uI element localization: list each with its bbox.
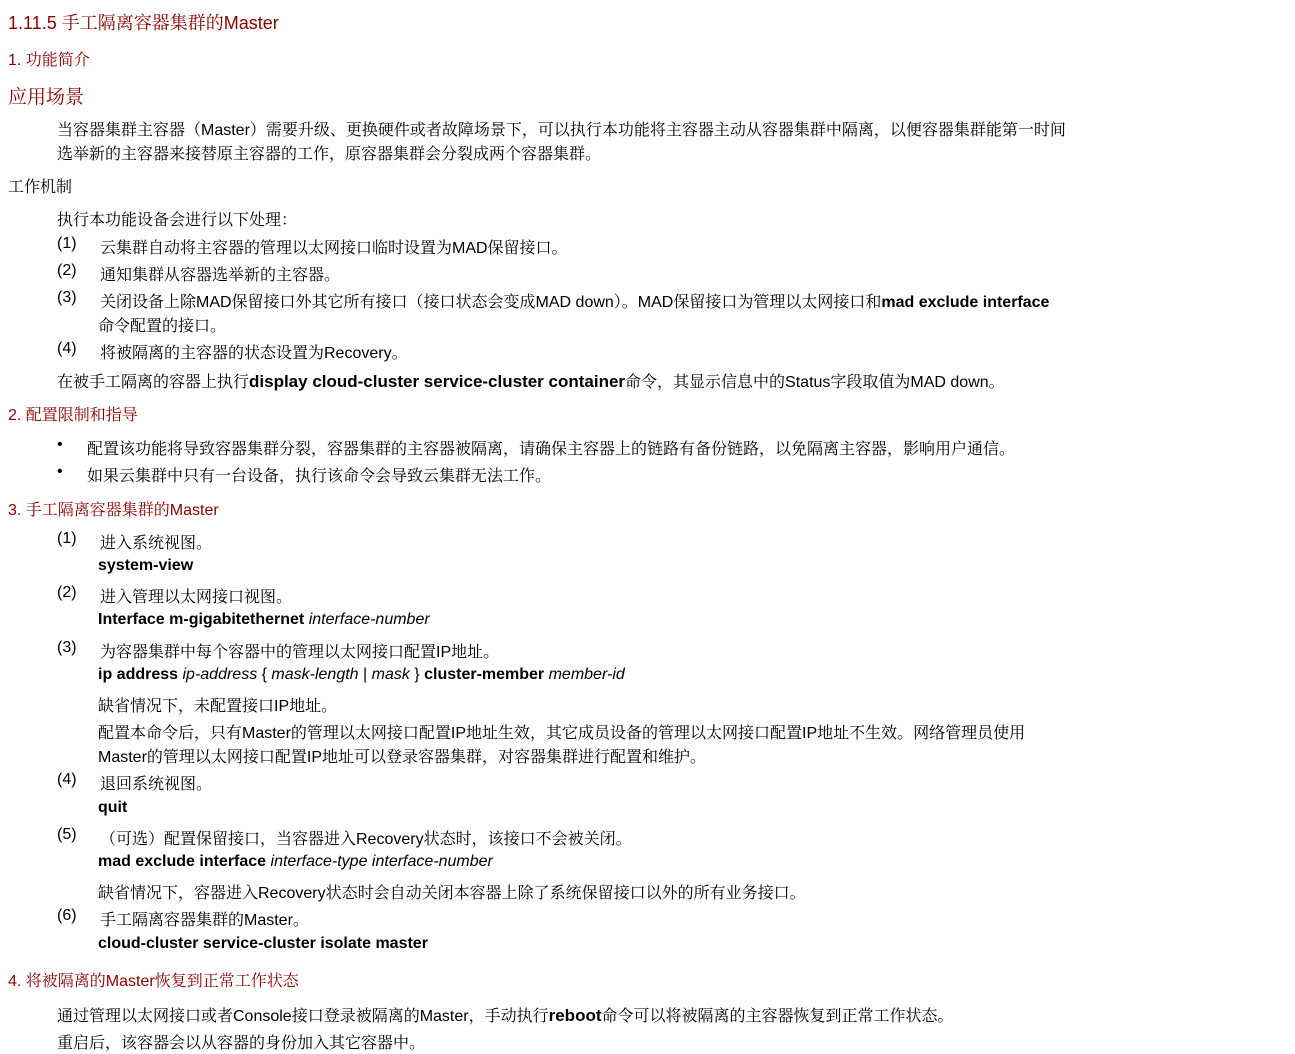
section-title: 1.11.5 手工隔离容器集群的Master [8,13,279,33]
heading-procedure: 3. 手工隔离容器集群的Master [8,502,219,519]
command-separator: { [257,666,272,683]
default-note: 缺省情况下，容器进入Recovery状态时会自动关闭本容器上除了系统保留接口以外的所有业务接口。 [98,885,806,902]
heading-overview: 1. 功能简介 [8,52,90,69]
step-text: 将被隔离的主容器的状态设置为Recovery。 [100,345,408,362]
command-argument: member-id [548,666,625,683]
command-keyword: ip address [98,666,179,683]
step-text [100,289,1049,312]
bullet-icon: • [57,463,63,480]
heading-mechanism: 工作机制 [8,179,73,196]
step-text: 退回系统视图。 [100,776,213,793]
step-text-continuation: 命令配置的接口。 [98,318,227,335]
recovery-paragraph [57,1003,954,1026]
bullet-icon: • [57,436,63,453]
bullet-text: 如果云集群中只有一台设备，执行该命令会导致云集群无法工作。 [87,468,552,485]
step-text-part: 关闭设备上除MAD保留接口外其它所有接口（接口状态会变成MAD down）。MAD保留接口为管理以太网接口和 [100,294,882,311]
command-keyword: mad exclude interface [98,853,267,870]
app-paragraph-line1: 当容器集群主容器（Master）需要升级、更换硬件或者故障场景下，可以执行本功能将主容器主动从容器集群中隔离，以便容器集群能第一时间 [57,122,1066,139]
heading-recovery: 4. 将被隔离的Master恢复到正常工作状态 [8,973,299,990]
step-text: 手工隔离容器集群的Master。 [100,912,309,929]
display-command-note [57,369,1005,392]
command-keyword: reboot [548,1006,602,1025]
display-text-part: 命令，其显示信息中的Status字段取值为MAD down。 [625,374,1005,391]
step-number: (4) [57,771,77,788]
step-number: (3) [57,639,77,656]
step-number: (4) [57,340,77,357]
command-argument: mask [371,666,410,683]
step-text: 为容器集群中每个容器中的管理以太网接口配置IP地址。 [100,644,500,661]
command-line [98,611,430,629]
step-text: （可选）配置保留接口，当容器进入Recovery状态时，该接口不会被关闭。 [100,831,632,848]
step-number: (2) [57,262,77,279]
command-line [98,853,493,871]
step-number: (1) [57,530,77,547]
command-argument: interface-type interface-number [270,853,493,870]
command-argument: ip-address [182,666,258,683]
default-note: 缺省情况下，未配置接口IP地址。 [98,698,338,715]
command-keyword: cluster-member [424,666,545,683]
mechanism-intro: 执行本功能设备会进行以下处理： [57,212,298,229]
command-keyword: display cloud-cluster service-cluster container [249,372,626,391]
step-number: (2) [57,584,77,601]
bullet-text: 配置该功能将导致容器集群分裂，容器集群的主容器被隔离，请确保主容器上的链路有备份链路，以免隔离主容器，影响用户通信。 [87,441,1016,458]
app-paragraph-line2: 选举新的主容器来接替原主容器的工作，原容器集群会分裂成两个容器集群。 [57,146,602,163]
recovery-text-part: 命令可以将被隔离的主容器恢复到正常工作状态。 [601,1008,954,1025]
display-text-part: 在被手工隔离的容器上执行 [57,374,250,391]
recovery-note: 重启后，该容器会以从容器的身份加入其它容器中。 [57,1035,426,1052]
command-keyword: mad exclude interface [881,294,1050,311]
step-number: (5) [57,826,77,843]
step-text: 云集群自动将主容器的管理以太网接口临时设置为MAD保留接口。 [100,240,568,257]
heading-restrictions: 2. 配置限制和指导 [8,407,138,424]
command-line: system-view [98,557,194,574]
command-line: quit [98,799,128,816]
command-separator: } [409,666,425,683]
step-text: 进入系统视图。 [100,535,213,552]
command-line: cloud-cluster service-cluster isolate master [98,935,428,952]
heading-application-scenario: 应用场景 [8,87,85,108]
command-argument: mask-length [271,666,359,683]
command-line [98,666,625,684]
command-argument: interface-number [308,611,430,628]
recovery-text-part: 通过管理以太网接口或者Console接口登录被隔离的Master，手动执行 [57,1008,549,1025]
config-note-line1: 配置本命令后，只有Master的管理以太网接口配置IP地址生效，其它成员设备的管理以太网接口配置IP地址不生效。网络管理员使用 [98,725,1026,742]
step-number: (1) [57,235,77,252]
step-text: 通知集群从容器选举新的主容器。 [100,267,341,284]
step-text: 进入管理以太网接口视图。 [100,589,293,606]
step-number: (3) [57,289,77,306]
command-separator: | [358,666,372,683]
step-number: (6) [57,907,77,924]
config-note-line2: Master的管理以太网接口配置IP地址可以登录容器集群，对容器集群进行配置和维护。 [98,749,707,766]
command-keyword: Interface m-gigabitethernet [98,611,305,628]
